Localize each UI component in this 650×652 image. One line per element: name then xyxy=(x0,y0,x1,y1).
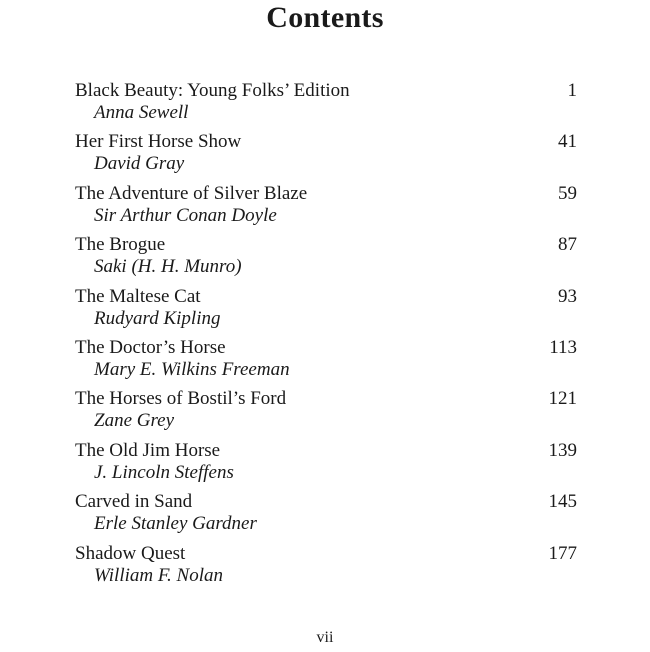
toc-entry xyxy=(75,388,577,439)
entry-page-number: 1 xyxy=(567,80,577,101)
toc-entry xyxy=(75,80,577,131)
entry-title: Her First Horse Show xyxy=(75,131,242,153)
toc-entry xyxy=(75,183,577,234)
toc-entry xyxy=(75,543,577,594)
toc-entry xyxy=(75,337,577,388)
entry-page-number: 93 xyxy=(558,285,577,307)
entry-author: Anna Sewell xyxy=(94,102,189,123)
toc-entry xyxy=(75,234,577,285)
page-title: Contents xyxy=(266,1,384,34)
entry-title: The Old Jim Horse xyxy=(75,439,221,461)
entry-page-number: 121 xyxy=(548,388,577,410)
entry-page-number: 87 xyxy=(558,234,577,256)
entry-title: The Adventure of Silver Blaze xyxy=(75,182,308,204)
entry-page-number: 59 xyxy=(558,182,577,204)
entry-title: Black Beauty: Young Folks’ Edition xyxy=(75,80,350,101)
entry-author: William F. Nolan xyxy=(94,564,223,586)
toc-entry xyxy=(75,491,577,542)
entry-author: Sir Arthur Conan Doyle xyxy=(94,204,277,226)
toc-entry xyxy=(75,131,577,182)
entry-author: Rudyard Kipling xyxy=(94,307,221,329)
entry-author: J. Lincoln Steffens xyxy=(94,461,234,483)
entry-author: Zane Grey xyxy=(94,410,175,432)
entry-author: Mary E. Wilkins Freeman xyxy=(94,358,290,380)
entry-page-number: 177 xyxy=(548,542,577,564)
toc-entry xyxy=(75,440,577,491)
entry-title: Shadow Quest xyxy=(75,542,186,564)
entry-title: Carved in Sand xyxy=(75,491,193,513)
entry-author: Erle Stanley Gardner xyxy=(94,513,257,535)
toc-list xyxy=(75,80,577,594)
folio-page-number: vii xyxy=(316,629,334,646)
entry-title: The Horses of Bostil’s Ford xyxy=(75,388,287,410)
entry-title: The Maltese Cat xyxy=(75,285,201,307)
entry-page-number: 41 xyxy=(558,131,577,153)
entry-page-number: 139 xyxy=(548,439,577,461)
entry-page-number: 145 xyxy=(548,491,577,513)
entry-page-number: 113 xyxy=(549,336,577,358)
entry-title: The Brogue xyxy=(75,234,166,256)
entry-author: David Gray xyxy=(94,153,185,175)
entry-author: Saki (H. H. Munro) xyxy=(94,256,242,278)
toc-entry xyxy=(75,286,577,337)
entry-title: The Doctor’s Horse xyxy=(75,336,226,358)
